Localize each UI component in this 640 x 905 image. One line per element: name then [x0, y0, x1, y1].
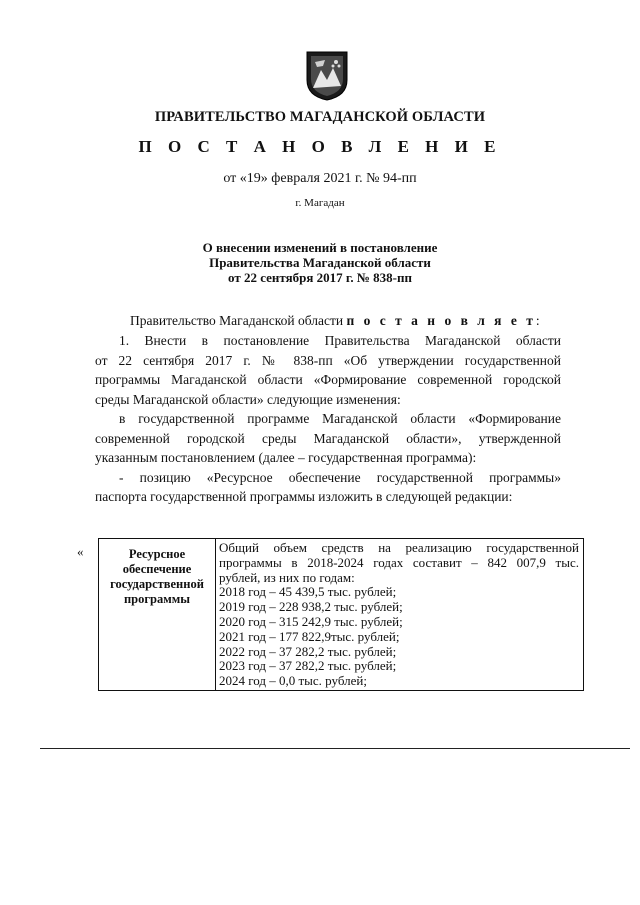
table-left-cell [99, 547, 215, 607]
preamble-text: Правительство Магаданской области [130, 313, 347, 328]
left-cell-line: Ресурсное [128, 547, 186, 561]
funding-year-line: 2020 год – 315 242,9 тыс. рублей; [219, 613, 403, 629]
body-line: от 22 сентября 2017 г. № 838-пп «Об утверждении государственной [95, 352, 561, 368]
left-cell-line: государственной [110, 577, 204, 591]
document-date-number: от «19» февраля 2021 г. № 94-пп [223, 171, 417, 186]
document-subject [0, 240, 640, 285]
body-line: указанным постановлением (далее – государственная программа): [95, 450, 477, 465]
left-cell-line: программы [123, 592, 191, 606]
body-line: программы Магаданской области «Формирование современной городской [95, 372, 561, 387]
funding-year-line: 2023 год – 37 282,2 тыс. рублей; [219, 658, 397, 674]
table-right-cell [219, 541, 579, 689]
subject-line: О внесении изменений в постановление [202, 240, 438, 255]
funding-year-line: 2021 год – 177 822,9тыс. рублей; [219, 628, 400, 644]
preamble-decree-word: п о с т а н о в л я е т [346, 313, 536, 328]
funding-year-line: 2019 год – 228 938,2 тыс. рублей; [219, 599, 403, 615]
funding-intro-line: рублей, из них по годам: [219, 569, 355, 585]
organization-title: ПРАВИТЕЛЬСТВО МАГАДАНСКОЙ ОБЛАСТИ [154, 109, 486, 125]
page-bottom-rule [40, 748, 630, 749]
left-cell-line: обеспечение [122, 562, 192, 576]
body-text [95, 331, 561, 507]
funding-year-line: 2024 год – 0,0 тыс. рублей; [219, 673, 367, 689]
preamble [130, 313, 540, 329]
funding-year-line: 2022 год – 37 282,2 тыс. рублей; [219, 643, 397, 659]
preamble-colon: : [535, 313, 540, 328]
funding-intro-line: Общий объем средств на реализацию государственной [219, 540, 579, 555]
body-line: среды Магаданской области» следующие изменения: [95, 391, 401, 407]
subject-line: Правительства Магаданской области [209, 255, 431, 270]
resource-table [98, 538, 584, 691]
opening-quote-mark: « [77, 544, 84, 559]
funding-intro-line: программы в 2018-2024 годах составит – 842 007,9 тыс. [219, 554, 579, 570]
body-line: современной городской среды Магаданской области», утвержденной [95, 430, 561, 446]
body-line: - позицию «Ресурсное обеспечение государственной программы» [119, 469, 561, 485]
body-line: 1. Внести в постановление Правительства Магаданской области [119, 333, 561, 348]
body-line: в государственной программе Магаданской области «Формирование [119, 411, 561, 426]
body-line: паспорта государственной программы изложить в следующей редакции: [95, 489, 513, 504]
document-city: г. Магадан [295, 197, 345, 209]
document-type-title: П О С Т А Н О В Л Е Н И Е [138, 137, 502, 156]
subject-line: от 22 сентября 2017 г. № 838-пп [228, 270, 412, 285]
table-column-divider [215, 539, 216, 690]
funding-year-line: 2018 год – 45 439,5 тыс. рублей; [219, 584, 397, 600]
coat-of-arms-emblem [303, 50, 351, 102]
